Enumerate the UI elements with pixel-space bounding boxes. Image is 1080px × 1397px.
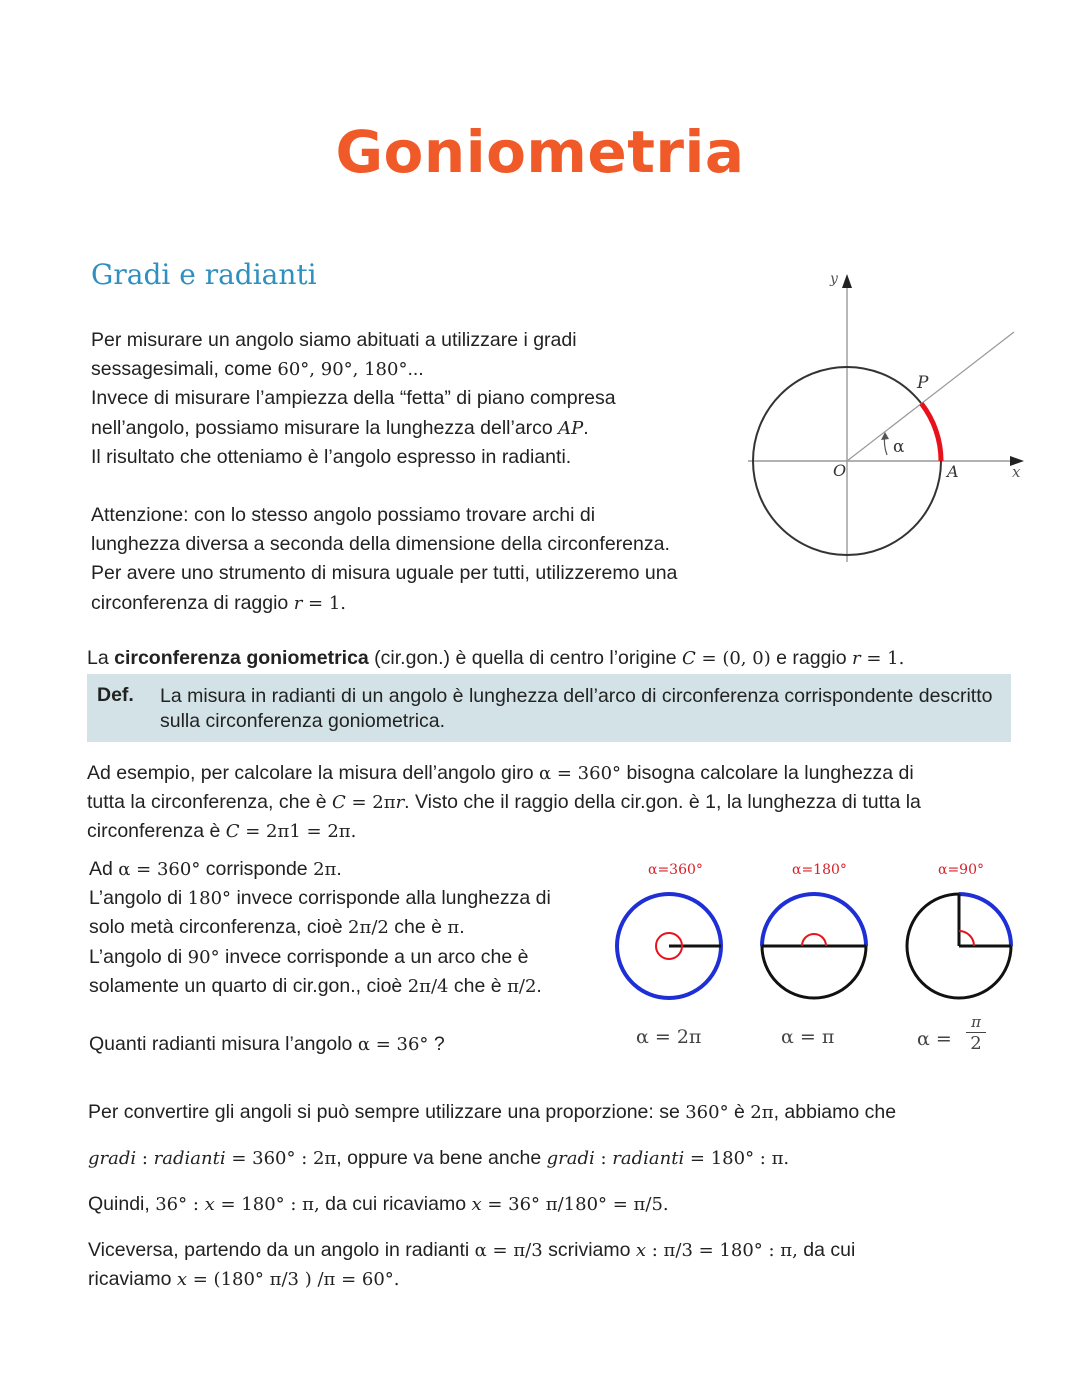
question-line: Quanti radianti misura l’angolo α = 36° ?	[89, 1033, 445, 1055]
origin-label: O	[833, 461, 847, 480]
convert-line-4a: Viceversa, partendo da un angolo in radianti α = π/3 scriviamo x : π/3 = 180° : π, da cui	[88, 1239, 856, 1261]
attention-line-3: Per avere uno strumento di misura uguale per tutti, utilizzeremo una	[91, 562, 678, 585]
attention-line-1: Attenzione: con lo stesso angolo possiamo trovare archi di	[91, 504, 596, 526]
intro-line-1: Per misurare un angolo siamo abituati a utilizzare i gradi	[91, 329, 577, 351]
intro-line-3: Invece di misurare l’ampiezza della “fetta” di piano compresa	[91, 387, 616, 410]
convert-line-1: Per convertire gli angoli si può sempre utilizzare una proporzione: se 360° è 2π, abbiamo che	[88, 1101, 897, 1123]
angles-paragraph	[89, 855, 609, 1001]
circle-360	[617, 894, 721, 998]
angles-line-2: L’angolo di 180° invece corrisponde alla lunghezza di	[89, 887, 551, 910]
circgon-sentence: La circonferenza goniometrica (cir.gon.) è quella di centro l’origine C = (0, 0) e raggio r = 1.	[87, 647, 905, 669]
example-line-2: tutta la circonferenza, che è C = 2πr. Visto che il raggio della cir.gon. è 1, la lunghezza di tutta la	[87, 791, 921, 814]
circle-90-label: α=90°	[938, 862, 984, 878]
angles-line-1: Ad α = 360° corrisponde 2π.	[89, 858, 342, 880]
convert-line-2: gradi : radianti = 360° : 2π, oppure va bene anche gradi : radianti = 180° : π.	[88, 1147, 790, 1169]
circle-90	[907, 894, 1011, 998]
y-label: y	[830, 271, 838, 287]
angle-ray	[847, 332, 1014, 461]
definition-label: Def.	[97, 684, 134, 706]
attention-paragraph	[91, 501, 751, 618]
intro-line-4: nell’angolo, possiamo misurare la lunghezza dell’arco AP.	[91, 416, 589, 439]
attention-line-2: lunghezza diversa a seconda della dimensione della circonferenza.	[91, 533, 670, 556]
x-label: x	[1012, 463, 1021, 481]
y-axis-arrow-icon	[842, 274, 852, 288]
circle-180-caption: α = π	[781, 1026, 835, 1048]
page-title: Goniometria	[335, 118, 745, 186]
example-paragraph	[87, 759, 1017, 847]
angles-line-3: solo metà circonferenza, cioè 2π/2 che è π.	[89, 916, 465, 939]
alpha-label: α	[893, 437, 905, 457]
angles-line-5: solamente un quarto di cir.gon., cioè 2π/4 che è π/2.	[89, 974, 542, 997]
angles-line-4: L’angolo di 90° invece corrisponde a un arco che è	[89, 945, 529, 968]
circle-360-label: α=360°	[648, 862, 703, 878]
intro-line-5: Il risultato che otteniamo è l’angolo espresso in radianti.	[91, 445, 572, 468]
circle-360-caption: α = 2π	[636, 1026, 702, 1048]
example-line-1: Ad esempio, per calcolare la misura dell’angolo giro α = 360° bisogna calcolare la lunghezza di	[87, 762, 914, 784]
circgon-bold: circonferenza goniometrica	[114, 647, 369, 669]
section-title: Gradi e radianti	[91, 258, 317, 291]
definition-text: La misura in radianti di un angolo è lunghezza dell’arco di circonferenza corrispondente descritto sulla circonferenza goniometrica.	[160, 685, 993, 732]
attention-line-4: circonferenza di raggio r = 1.	[91, 591, 347, 614]
convert-line-4b: ricaviamo x = (180° π/3 ) /π = 60°.	[88, 1268, 400, 1291]
intro-paragraph	[91, 326, 691, 472]
arc-ap	[921, 404, 941, 462]
point-p-label: P	[917, 373, 929, 393]
circle-180	[762, 894, 866, 998]
pi-over-2-fraction: π 2	[966, 1012, 986, 1055]
point-a-label: A	[947, 462, 959, 481]
unit-circle-figure	[740, 262, 1030, 572]
circle-90-caption: α =	[917, 1028, 952, 1050]
circle-180-label: α=180°	[792, 862, 847, 878]
convert-line-3: Quindi, 36° : x = 180° : π, da cui ricaviamo x = 36° π/180° = π/5.	[88, 1193, 669, 1215]
intro-line-2: sessagesimali, come 60°, 90°, 180°...	[91, 358, 424, 381]
angle-circles-figure	[610, 886, 1020, 1006]
convert-line-4	[88, 1236, 855, 1294]
example-line-3: circonferenza è C = 2π1 = 2π.	[87, 820, 357, 843]
